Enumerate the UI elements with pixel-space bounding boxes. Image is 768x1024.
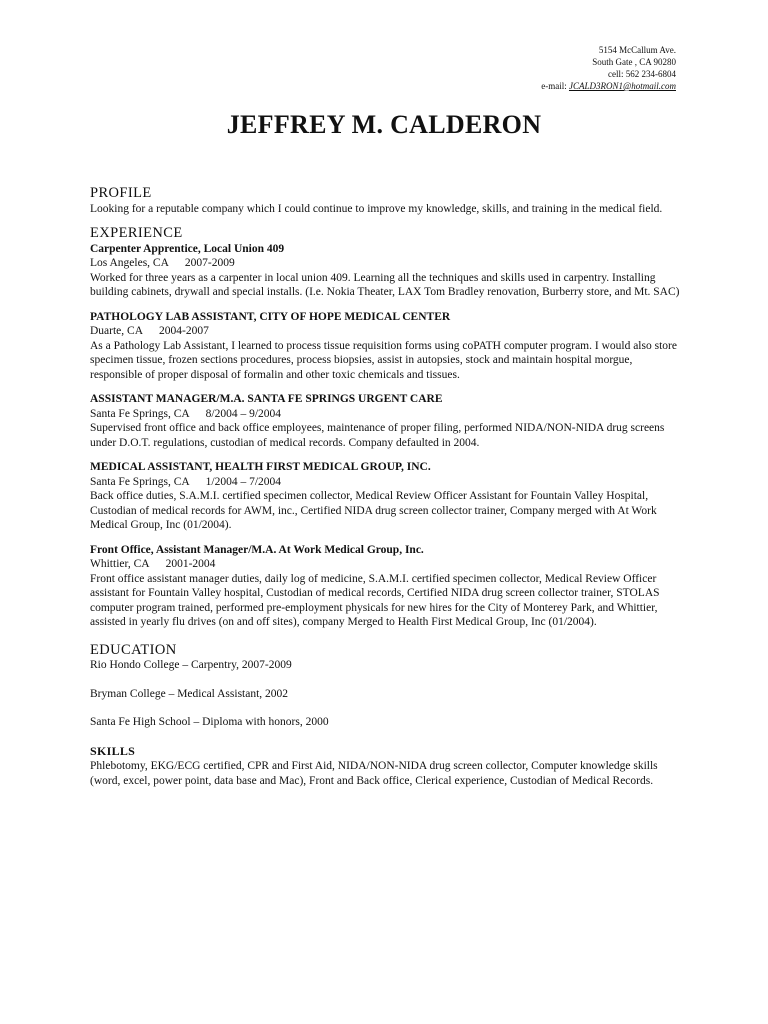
skills-heading: SKILLS	[90, 743, 136, 758]
education-item: Rio Hondo College – Carpentry, 2007-2009	[90, 659, 292, 671]
job-title: PATHOLOGY LAB ASSISTANT, CITY OF HOPE MEDICAL CENTER	[90, 310, 451, 323]
contact-street: 5154 McCallum Ave.	[598, 45, 676, 55]
contact-block	[416, 44, 676, 92]
job-dates: 2007-2009	[184, 257, 235, 269]
skills-section	[90, 744, 680, 789]
job-dates: 8/2004 – 9/2004	[205, 407, 282, 420]
profile-heading: PROFILE	[90, 185, 152, 201]
job-entry	[90, 242, 680, 300]
profile-section	[90, 186, 680, 216]
job-description: Supervised front office and back office employees, maintenance of proper filing, performed NIDA/NON-NIDA drug screens under D.O.T. regulations, custodian of medical records. Company defaulted in 2004.	[90, 422, 665, 449]
education-item: Bryman College – Medical Assistant, 2002	[90, 687, 289, 700]
contact-email-label: e-mail:	[541, 81, 567, 91]
skills-text: Phlebotomy, EKG/ECG certified, CPR and First Aid, NIDA/NON-NIDA drug screen collector, Computer knowledge skills (word, excel, power point, data base and Mac), Front and Back office, Clerical experience, Custodian of Medical Records.	[90, 760, 658, 787]
job-entry	[90, 392, 680, 450]
job-location-line	[90, 475, 680, 490]
job-dates: 2001-2004	[165, 558, 216, 570]
contact-email-link[interactable]: JCALD3RON1@hotmail.com	[568, 81, 676, 91]
job-title: Front Office, Assistant Manager/M.A. At Work Medical Group, Inc.	[90, 543, 424, 556]
education-heading: EDUCATION	[90, 641, 177, 658]
education-section	[90, 643, 680, 730]
job-dates: 1/2004 – 7/2004	[205, 475, 282, 488]
job-location-line	[90, 256, 680, 271]
job-entry	[90, 310, 680, 383]
contact-email	[416, 80, 676, 92]
job-location-line	[90, 324, 680, 339]
job-location-line	[90, 557, 680, 572]
job-location: Santa Fe Springs, CA	[90, 407, 190, 420]
job-description: Worked for three years as a carpenter in local union 409. Learning all the techniques and skills used in carpentry. Installing building cabinets, drywall and special installs. (I.e. Nokia Theater, LAX Tom Bradley renovation, Burberry store, and Mt. SAC)	[90, 271, 680, 298]
job-dates: 2004-2007	[159, 325, 209, 337]
job-description: Front office assistant manager duties, daily log of medicine, S.A.M.I. certified specimen collector, Medical Review Officer assistant for Fountain Valley hospital, Custodian of medical records, Certified NIDA drug screen collector trainer, STOLAS computer program trained, performed pre-employment physicals for new hires for the City of Monterey Park, and Whittier, assisted in yearly flu drives (on and off sites), company Merged to Health First Medical Group, Inc (01/2004).	[90, 572, 660, 628]
job-description: Back office duties, S.A.M.I. certified specimen collector, Medical Review Officer Assistant for Fountain Valley Hospital, Custodian of medical records for AWM, inc., Certified NIDA drug screen collector trainer, Company merged with At Work Medical Group, Inc (01/2004).	[90, 490, 657, 531]
job-location-line	[90, 407, 680, 422]
job-location: Whittier, CA	[90, 558, 150, 570]
job-location: Santa Fe Springs, CA	[90, 475, 190, 488]
contact-cell: cell: 562 234-6804	[608, 69, 676, 79]
profile-text: Looking for a reputable company which I could continue to improve my knowledge, skills, and training in the medical field.	[90, 202, 663, 215]
contact-city: South Gate , CA 90280	[592, 57, 676, 67]
applicant-name: JEFFREY M. CALDERON	[226, 110, 542, 139]
education-item: Santa Fe High School – Diploma with honors, 2000	[90, 716, 329, 728]
job-entry	[90, 543, 680, 630]
job-entry	[90, 460, 680, 533]
job-title: Carpenter Apprentice, Local Union 409	[90, 242, 285, 255]
job-location: Duarte, CA	[90, 325, 144, 337]
job-description: As a Pathology Lab Assistant, I learned to process tissue requisition forms using coPATH computer program. I would also store specimen tissue, frozen sections procedures, process biopsies, assist in autopsies, stock and maintain hospital morgue, responsible of proper disposal of formalin and other toxic chemicals and tissues.	[90, 339, 677, 381]
resume-content	[90, 186, 680, 788]
job-title: MEDICAL ASSISTANT, HEALTH FIRST MEDICAL GROUP, INC.	[90, 461, 431, 473]
experience-section	[90, 226, 680, 630]
job-title: ASSISTANT MANAGER/M.A. SANTA FE SPRINGS URGENT CARE	[90, 393, 443, 405]
job-location: Los Angeles, CA	[90, 257, 169, 269]
experience-heading: EXPERIENCE	[90, 225, 183, 241]
